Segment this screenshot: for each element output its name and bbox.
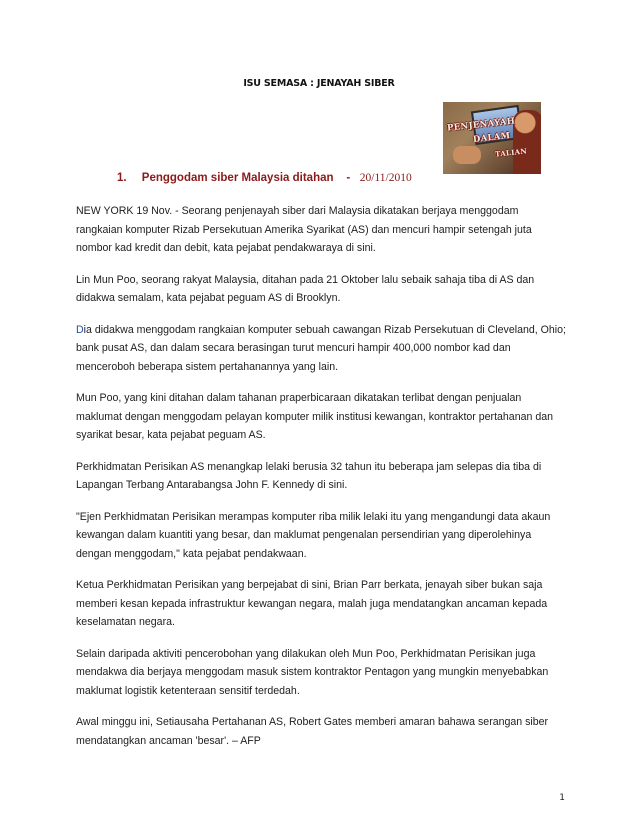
section-separator: - (346, 172, 351, 184)
article-paragraph: "Ejen Perkhidmatan Perisikan merampas komputer riba milik lelaki itu yang mengandungi data akaun kewangan dalam kuantiti yang besar, dan maklumat pengenalan persendirian yang diperolehinya dengan menggodam," kata pejabat pendakwaan. (76, 510, 551, 560)
article-paragraph: Dia didakwa menggodam rangkaian komputer sebuah cawangan Rizab Persekutuan di Cleveland, Ohio; bank pusat AS, dan dalam secara berasingan turut mencuri hampir 400,000 nombor kad dan menceroboh beberapa sistem pertahanannya yang lain. (76, 323, 566, 373)
thumbnail-caption-line-3: TALIAN (494, 146, 528, 159)
section-title: Penggodam siber Malaysia ditahan (141, 172, 334, 184)
article-body (76, 202, 566, 763)
article-paragraph: Mun Poo, yang kini ditahan dalam tahanan praperbicaraan dikatakan terlibat dengan penjualan maklumat dengan menggodam pelayan komputer milik institusi kewangan, kontraktor pertahanan dan syarikat besar, kata pejabat peguam AS. (76, 392, 553, 441)
thumbnail-caption-line-1: PENJENAYAH (446, 116, 516, 134)
section-date: 20/11/2010 (359, 172, 412, 184)
article-paragraph: Lin Mun Poo, seorang rakyat Malaysia, ditahan pada 21 Oktober lalu sebaik sahaja tiba di AS dan didakwa semalam, kata pejabat peguam AS di Brooklyn. (76, 273, 535, 304)
article-paragraph: NEW YORK 19 Nov. - Seorang penjenayah siber dari Malaysia dikatakan berjaya menggodam rangkaian komputer Rizab Persekutuan Amerika Syarikat (AS) dan mencuri hampir setengah juta nombor kad kredit dan debit, kata pejabat pendakwaraya di sini. (76, 205, 532, 254)
page-number: 1 (559, 793, 565, 803)
hand-graphic (453, 146, 481, 164)
article-paragraph: Awal minggu ini, Setiausaha Pertahanan AS, Robert Gates memberi amaran bahawa serangan siber mendatangkan ancaman 'besar'. – AFP (76, 716, 549, 747)
thumbnail-caption-line-2: DALAM (472, 131, 511, 145)
paragraph-lead-letter: D (76, 323, 84, 336)
article-thumbnail-image (443, 102, 541, 174)
section-heading (117, 172, 412, 184)
article-paragraph: Perkhidmatan Perisikan AS menangkap lelaki berusia 32 tahun itu beberapa jam selepas dia tiba di Lapangan Terbang Antarabangsa John F. Kennedy di sini. (76, 460, 542, 491)
person-graphic (513, 110, 541, 174)
section-number: 1. (117, 172, 127, 184)
page-title: ISU SEMASA : JENAYAH SIBER (243, 78, 395, 89)
article-paragraph: Ketua Perkhidmatan Perisikan yang berpejabat di sini, Brian Parr berkata, jenayah siber bukan saja memberi kesan kepada infrastruktur kewangan negara, malah juga mendatangkan ancaman kepada keselamatan negara. (76, 579, 548, 628)
article-paragraph: Selain daripada aktiviti pencerobohan yang dilakukan oleh Mun Poo, Perkhidmatan Perisikan juga mendakwa dia berjaya menggodam masuk sistem kontraktor Pentagon yang mungkin menyebabkan maklumat logistik ketenteraan sensitif terdedah. (76, 647, 549, 697)
